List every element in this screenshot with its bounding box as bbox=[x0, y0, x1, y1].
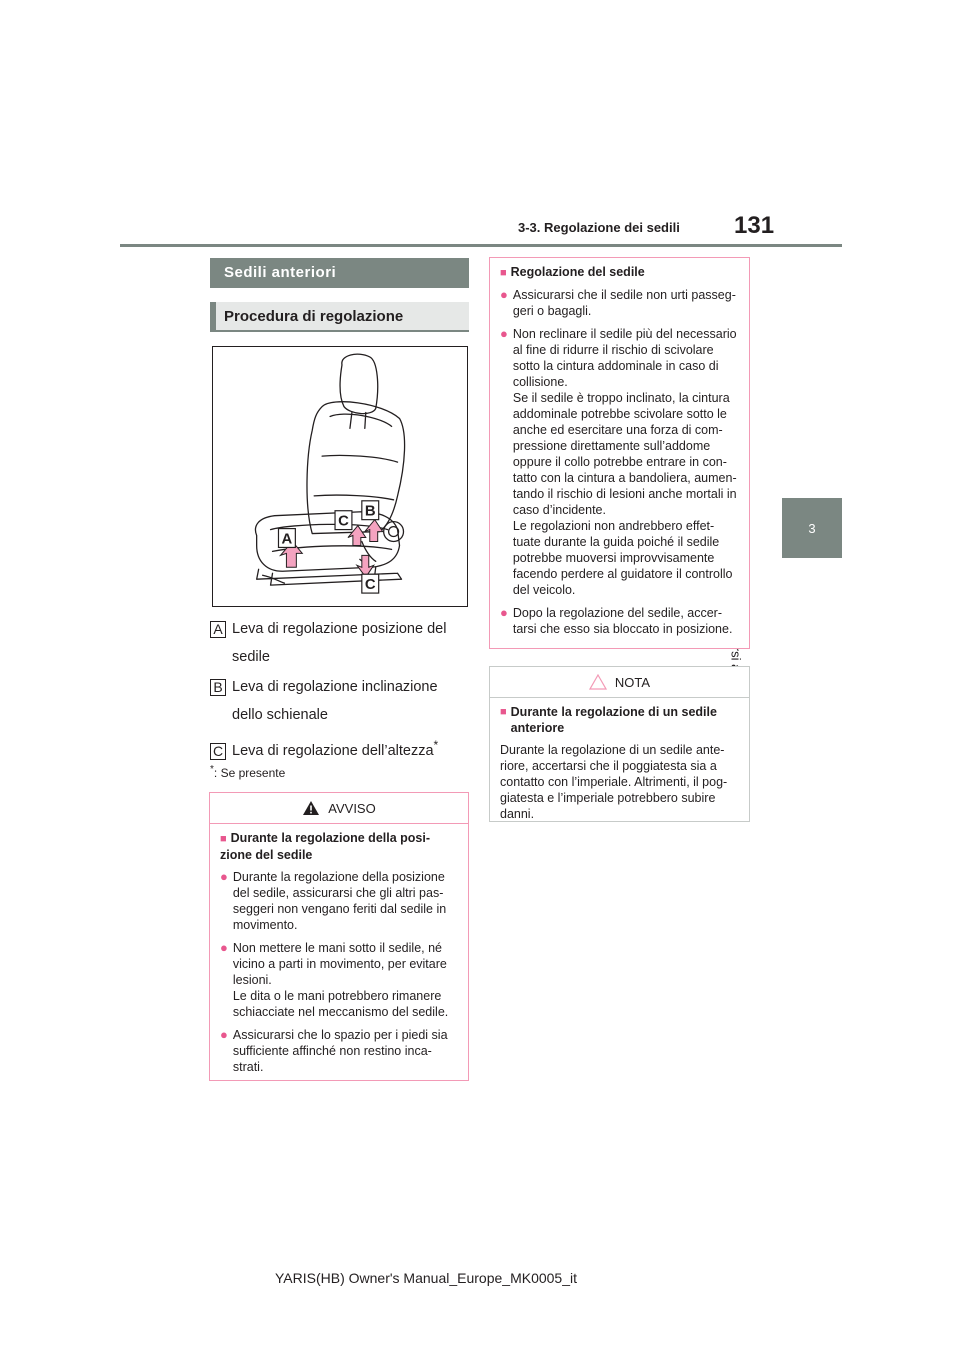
legend-text-c-1: Leva di regolazione dell’altezza bbox=[232, 742, 434, 759]
warning-right-heading: Regolazione del sedile bbox=[510, 265, 645, 279]
list-item bbox=[220, 940, 458, 1020]
note-box bbox=[489, 666, 750, 822]
sub-title: Procedura di regolazione bbox=[210, 302, 469, 332]
note-title: NOTA bbox=[614, 674, 651, 690]
warning-box-right bbox=[489, 257, 750, 649]
warning-heading: Durante la regolazione della posi-zione del sedile bbox=[220, 831, 431, 862]
legend-badge-c: C bbox=[210, 743, 226, 760]
seat-drawing bbox=[213, 347, 467, 606]
page-number: 131 bbox=[734, 212, 775, 239]
warning-right-item-2: Non reclinare il sedile più del necessario al fine di ridurre il rischio di scivolare sotto la cintura addominale in caso di collisione. Se il sedile è troppo inclinato, la cintura addominale potrebbe scivolare sotto le anche ed esercitare una forza di com-pressione direttamente sull’addome oppure il collo potrebbe entrare in con-tatto con la cintura a bandoliera, aumen-tando il rischio di lesioni anche mortali in caso d’incidente. Le regolazioni non andrebbero effet-tuate durante la guida poiché il sedile potrebbe muoversi improvvisamente facendo perdere al guidatore il controllo del veicolo. bbox=[512, 327, 737, 597]
legend-text-b-1: Leva di regolazione inclinazione bbox=[232, 679, 438, 695]
legend-item-c bbox=[210, 731, 470, 765]
list-item bbox=[500, 326, 739, 598]
legend-badge-b: B bbox=[210, 679, 226, 696]
figure-label-c-bottom: C bbox=[364, 577, 376, 594]
note-body bbox=[490, 698, 749, 836]
seat-illustration bbox=[212, 346, 468, 607]
warning-right-item-3: Dopo la regolazione del sedile, accer-tarsi che esso sia bloccato in posizione. bbox=[512, 606, 733, 636]
warning-right-body bbox=[490, 258, 749, 652]
warning-item-2: Non mettere le mani sotto il sedile, né vicino a parti in movimento, per evitare lesioni. Le dita o le mani potrebbero rimanere schiacciate nel meccanismo del sedile. bbox=[232, 941, 449, 1019]
circle-bullet-icon: ● bbox=[500, 287, 508, 302]
legend-text-a-1: Leva di regolazione posizione del bbox=[232, 621, 447, 637]
circle-bullet-icon: ● bbox=[220, 1027, 228, 1042]
circle-bullet-icon: ● bbox=[220, 940, 228, 955]
list-item bbox=[500, 287, 739, 319]
chapter-side-label bbox=[799, 563, 815, 763]
circle-bullet-icon: ● bbox=[500, 326, 508, 341]
figure-label-c-top: C bbox=[338, 513, 349, 530]
chapter-tab bbox=[782, 498, 842, 558]
footnote bbox=[210, 764, 285, 780]
warning-box-header bbox=[210, 793, 468, 824]
section-title: Sedili anteriori bbox=[210, 258, 469, 288]
legend-text-b-2: dello schienale bbox=[232, 707, 328, 723]
note-text: Durante la regolazione di un sedile ante-riore, accertarsi che il poggiatesta sia a contatto con l’imperiale. Altrimenti, il pog-giatesta e l’imperiale potrebbero subire danni. bbox=[500, 743, 728, 821]
warning-title: AVVISO bbox=[328, 800, 376, 816]
warning-right-item-1: Assicurarsi che il sedile non urti passeg-geri o bagagli. bbox=[512, 288, 736, 318]
warning-item-3: Assicurarsi che lo spazio per i piedi sia sufficiente affinché non restino inca-strati. bbox=[232, 1028, 448, 1074]
figure-label-a: A bbox=[281, 531, 293, 548]
footnote-text: : Se presente bbox=[213, 766, 286, 780]
legend-badge-a: A bbox=[210, 621, 226, 638]
square-bullet-icon: ■ bbox=[500, 267, 507, 279]
warning-box-left bbox=[209, 792, 469, 1081]
warning-item-1: Durante la regolazione della posizione del sedile, assicurarsi che gli altri pas-seggeri non vengano feriti dal sedile in movimento. bbox=[232, 870, 447, 932]
note-box-header bbox=[490, 667, 749, 698]
legend-item-b bbox=[210, 673, 470, 729]
footnote-asterisk: * bbox=[210, 764, 214, 775]
header-rule bbox=[120, 244, 842, 247]
circle-bullet-icon: ● bbox=[220, 869, 228, 884]
list-item bbox=[220, 1027, 458, 1075]
figure-label-b: B bbox=[364, 503, 376, 520]
legend-c-asterisk: * bbox=[433, 738, 439, 752]
circle-bullet-icon: ● bbox=[500, 605, 508, 620]
legend-text-a-2: sedile bbox=[232, 649, 270, 665]
caution-triangle-icon bbox=[589, 674, 607, 690]
warning-triangle-icon bbox=[302, 800, 320, 816]
list-item bbox=[220, 869, 458, 933]
note-heading: Durante la regolazione di un sedile anteriore bbox=[510, 705, 717, 735]
square-bullet-icon: ■ bbox=[220, 833, 227, 845]
footer-manual-id: YARIS(HB) Owner's Manual_Europe_MK0005_it bbox=[275, 1270, 577, 1286]
legend-item-a bbox=[210, 615, 470, 671]
chapter-tab-number: 3 bbox=[808, 520, 816, 536]
warning-body bbox=[210, 824, 468, 1090]
list-item bbox=[500, 605, 739, 637]
header-section-title: 3-3. Regolazione dei sedili bbox=[518, 220, 680, 235]
square-bullet-icon: ■ bbox=[500, 706, 507, 718]
